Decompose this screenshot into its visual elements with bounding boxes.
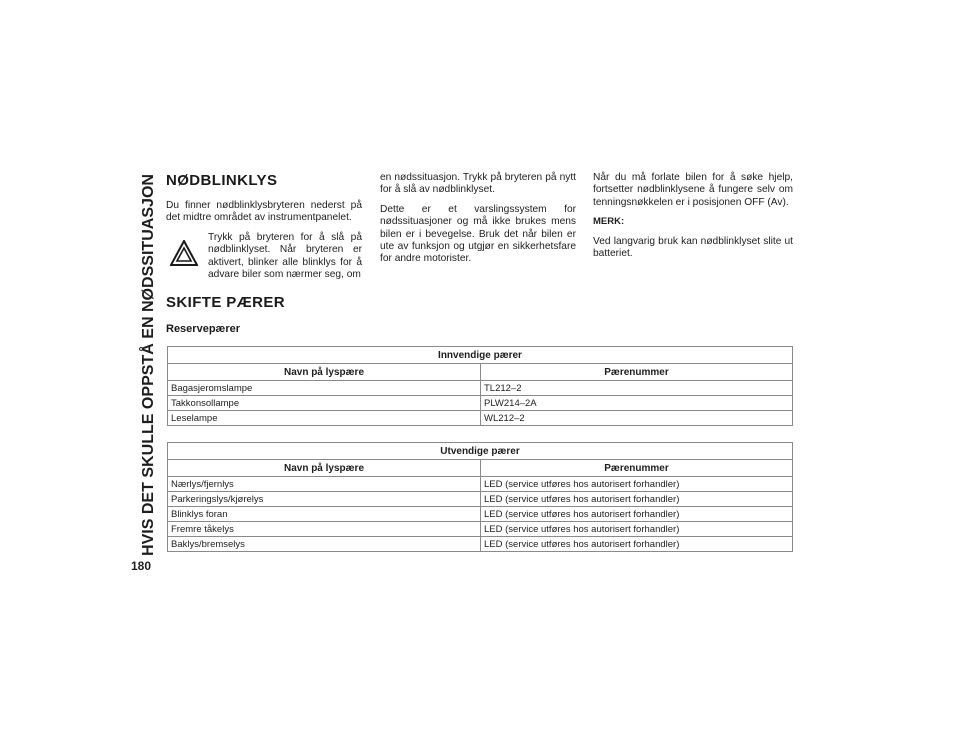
hazard-column-3 bbox=[593, 172, 793, 267]
page-number: 180 bbox=[131, 559, 152, 573]
hazard-p4: Når du må forlate bilen for å søke hjelp, fortsetter nødblinklysene å fungere selv om tenningsnøkkelen er i posisjonen OFF (Av). bbox=[593, 172, 793, 208]
bulb-name: Bagasjeromslampe bbox=[168, 381, 481, 396]
hazard-column-2 bbox=[380, 172, 576, 273]
table-row bbox=[168, 522, 793, 537]
table-row bbox=[168, 507, 793, 522]
exterior-col-number-header: Pærenummer bbox=[481, 460, 793, 477]
bulb-number: LED (service utføres hos autorisert forhandler) bbox=[481, 522, 793, 537]
bulb-number: LED (service utføres hos autorisert forhandler) bbox=[481, 507, 793, 522]
bulb-number: WL212–2 bbox=[481, 411, 793, 426]
side-section-title bbox=[132, 172, 164, 558]
interior-col-number-header: Pærenummer bbox=[481, 364, 793, 381]
exterior-bulbs-table bbox=[167, 442, 793, 552]
bulb-name: Baklys/bremselys bbox=[168, 537, 481, 552]
bulb-name: Nærlys/fjernlys bbox=[168, 477, 481, 492]
table-row bbox=[168, 477, 793, 492]
hazard-intro: Du finner nødblinklysbryteren nederst på det midtre området av instrumentpanelet. bbox=[166, 200, 362, 224]
table-row bbox=[168, 411, 793, 426]
hazard-icon-text: Trykk på bryteren for å slå på nødblinklyset. Når bryteren er aktivert, blinker alle blinklys for å advare biler som nærmer seg, om bbox=[208, 231, 362, 281]
bulb-name: Fremre tåkelys bbox=[168, 522, 481, 537]
bulb-number: LED (service utføres hos autorisert forhandler) bbox=[481, 537, 793, 552]
interior-table-title: Innvendige pærer bbox=[168, 347, 793, 364]
note-text: Ved langvarig bruk kan nødblinklyset slite ut batteriet. bbox=[593, 235, 793, 260]
interior-bulbs-table bbox=[167, 346, 793, 426]
bulb-number: TL212–2 bbox=[481, 381, 793, 396]
bulb-name: Blinklys foran bbox=[168, 507, 481, 522]
table-row bbox=[168, 396, 793, 411]
bulb-number: LED (service utføres hos autorisert forhandler) bbox=[481, 492, 793, 507]
bulbs-subheading: Reservepærer bbox=[166, 323, 240, 335]
bulb-name: Takkonsollampe bbox=[168, 396, 481, 411]
bulbs-heading: SKIFTE PÆRER bbox=[166, 294, 285, 311]
note-label: MERK: bbox=[593, 216, 625, 228]
table-row bbox=[168, 381, 793, 396]
table-row bbox=[168, 492, 793, 507]
hazard-p2: en nødssituasjon. Trykk på bryteren på nytt for å slå av nødblinklyset. bbox=[380, 172, 576, 196]
table-row bbox=[168, 537, 793, 552]
exterior-col-name-header: Navn på lyspære bbox=[168, 460, 481, 477]
hazard-heading: NØDBLINKLYS bbox=[166, 172, 278, 189]
hazard-triangle-icon bbox=[170, 240, 198, 266]
hazard-column-1 bbox=[166, 200, 362, 296]
bulb-number: PLW214–2A bbox=[481, 396, 793, 411]
side-section-title-text: HVIS DET SKULLE OPPSTÅ EN NØDSSITUASJON bbox=[140, 186, 157, 556]
hazard-p3: Dette er et varslingssystem for nødssituasjoner og må ikke brukes mens bilen er i bevegelse. Bruk det når bilen er ute av funksjon og utgjør en sikkerhetsfare for andre motorister. bbox=[380, 203, 576, 265]
hazard-warning bbox=[166, 232, 362, 294]
exterior-table-title: Utvendige pærer bbox=[168, 443, 793, 460]
bulb-name: Leselampe bbox=[168, 411, 481, 426]
bulb-number: LED (service utføres hos autorisert forhandler) bbox=[481, 477, 793, 492]
interior-col-name-header: Navn på lyspære bbox=[168, 364, 481, 381]
bulb-name: Parkeringslys/kjørelys bbox=[168, 492, 481, 507]
